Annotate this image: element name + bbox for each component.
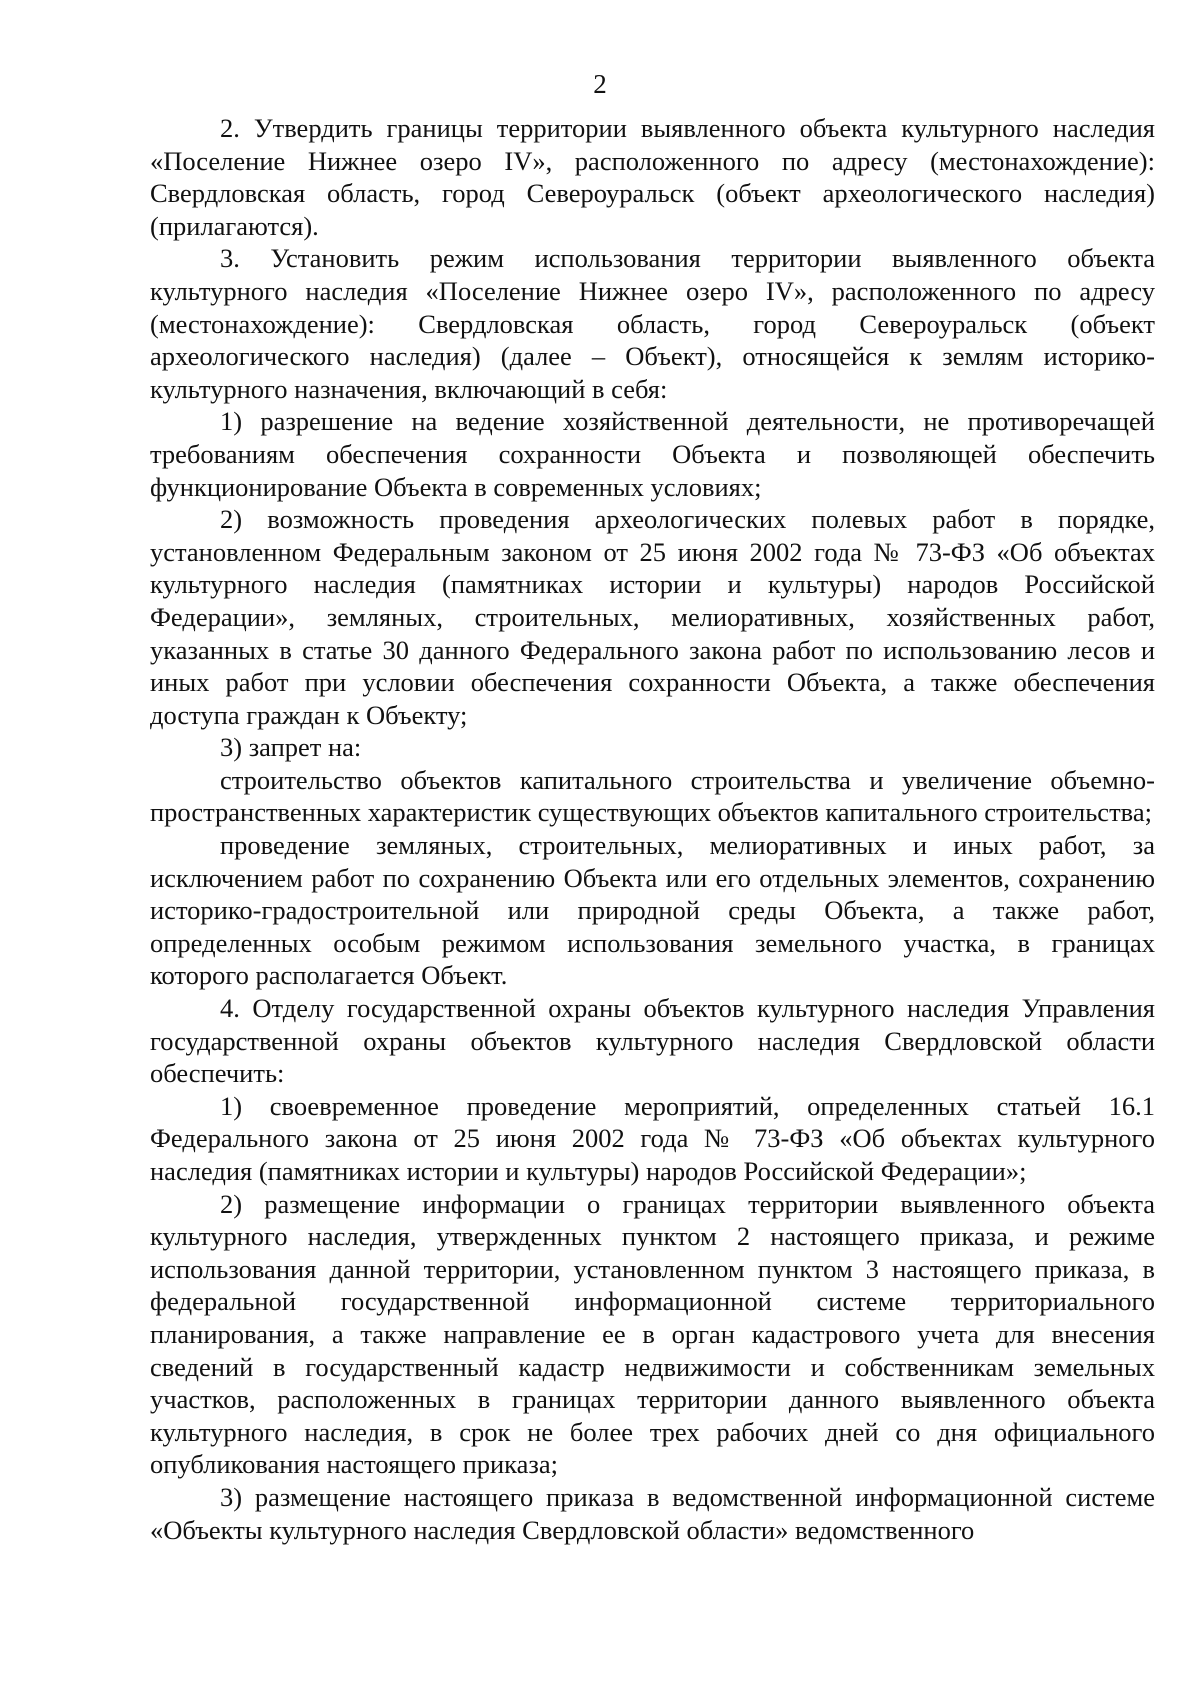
paragraph-subitem-4-2: 2) размещение информации о границах территории выявленного объекта культурного наследия, утвержденных пунктом 2 настоящего приказа, и режиме использования данной территории, установленном пунктом 3 настоящего приказа, в федеральной государственной информационной системе территориального планирования, а также направление ее в орган кадастрового учета для внесения сведений в государственный кадастр недвижимости и собственникам земельных участков, расположенных в границах территории данного выявленного объекта культурного наследия, в срок не более трех рабочих дней со дня официального опубликования настоящего приказа; <box>150 1188 1155 1480</box>
paragraph-subitem-3-3: 3) запрет на: <box>220 732 362 763</box>
paragraph-item-2: 2. Утвердить границы территории выявленного объекта культурного наследия «Поселение Нижнее озеро IV», расположенного по адресу (местонахождение): Свердловская область, город Североуральск (объект археологического наследия) (прилагаются). <box>150 113 1155 241</box>
paragraph-subitem-4-1: 1) своевременное проведение мероприятий, определенных статьей 16.1 Федерального закона от 25 июня 2002 года № 73-ФЗ «Об объектах культурного наследия (памятниках истории и культуры) народов Российской Федерации»; <box>150 1090 1155 1186</box>
paragraph-prohibition-construction: строительство объектов капитального строительства и увеличение объемно-пространственных характеристик существующих объектов капитального строительства; <box>150 764 1155 828</box>
paragraph-item-3: 3. Установить режим использования территории выявленного объекта культурного наследия «Поселение Нижнее озеро IV», расположенного по адресу (местонахождение): Свердловская область, город Североуральск (объект археологического наследия) (далее – Объект), относящейся к землям историко-культурного назначения, включающий в себя: <box>150 243 1155 404</box>
paragraph-item-4: 4. Отделу государственной охраны объектов культурного наследия Управления государственной охраны объектов культурного наследия Свердловской области обеспечить: <box>150 993 1155 1089</box>
document-body <box>150 112 1155 1546</box>
paragraph-subitem-3-1: 1) разрешение на ведение хозяйственной деятельности, не противоречащей требованиям обеспечения сохранности Объекта и позволяющей обеспечить функционирование Объекта в современных условиях; <box>150 406 1155 502</box>
paragraph-subitem-3-2: 2) возможность проведения археологических полевых работ в порядке, установленном Федеральным законом от 25 июня 2002 года № 73-ФЗ «Об объектах культурного наследия (памятниках истории и культуры) народов Российской Федерации», земляных, строительных, мелиоративных, хозяйственных работ, указанных в статье 30 данного Федерального закона работ по использованию лесов и иных работ при условии обеспечения сохранности Объекта, а также обеспечения доступа граждан к Объекту; <box>150 504 1155 730</box>
page-number: 2 <box>593 69 607 99</box>
paragraph-prohibition-works: проведение земляных, строительных, мелиоративных и иных работ, за исключением работ по сохранению Объекта или его отдельных элементов, сохранению историко-градостроительной или природной среды Объекта, а также работ, определенных особым режимом использования земельного участка, в границах которого располагается Объект. <box>150 830 1155 991</box>
paragraph-subitem-4-3: 3) размещение настоящего приказа в ведомственной информационной системе «Объекты культурного наследия Свердловской области» ведомственного <box>150 1481 1155 1545</box>
